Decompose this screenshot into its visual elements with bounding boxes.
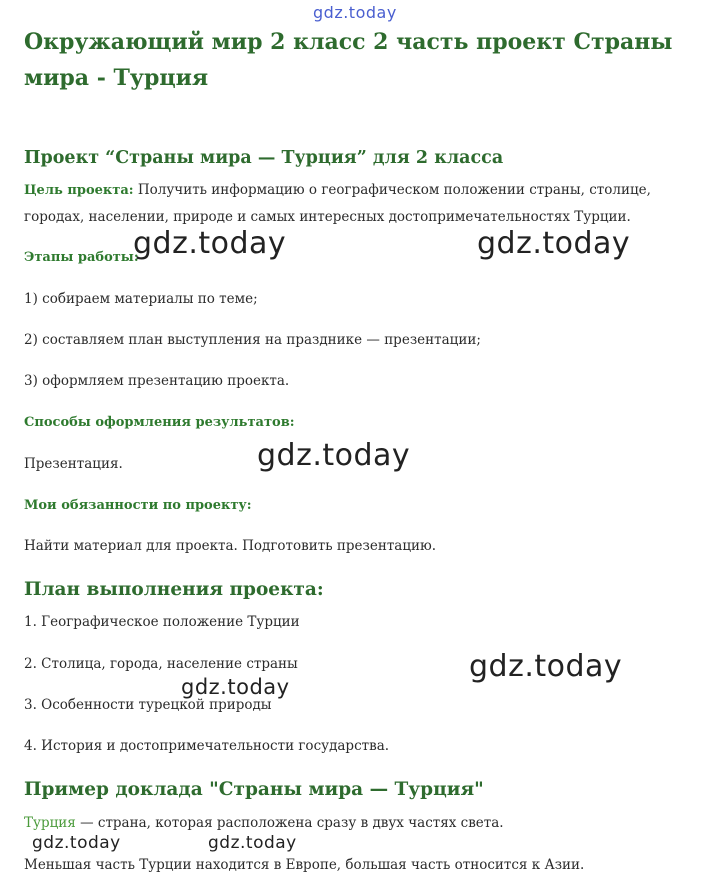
watermark: gdz.today bbox=[208, 833, 297, 853]
watermark: gdz.today bbox=[133, 226, 287, 261]
duties-label bbox=[24, 492, 684, 519]
turkey-link[interactable]: Турция bbox=[24, 815, 76, 831]
methods-label bbox=[24, 409, 684, 436]
report-heading: Пример доклада "Страны мира — Турция" bbox=[24, 779, 484, 800]
plan-item: 4. История и достопримечательности государства. bbox=[24, 738, 390, 754]
watermark: gdz.today bbox=[477, 226, 631, 261]
stage-item: 3) оформляем презентацию проекта. bbox=[24, 373, 290, 389]
duties-text: Найти материал для проекта. Подготовить презентацию. bbox=[24, 538, 437, 554]
project-goal bbox=[24, 177, 684, 230]
watermark: gdz.today bbox=[257, 438, 411, 473]
project-heading: Проект “Страны мира — Турция” для 2 класса bbox=[24, 148, 504, 168]
methods-label-text: Способы оформления результатов: bbox=[24, 415, 295, 430]
report-line-1 bbox=[24, 810, 684, 836]
report-line-1-rest: — страна, которая расположена сразу в двух частях света. bbox=[75, 815, 504, 831]
watermark: gdz.today bbox=[181, 675, 290, 699]
watermark: gdz.today bbox=[32, 833, 121, 853]
plan-item: 1. Географическое положение Турции bbox=[24, 614, 300, 630]
page-title: Окружающий мир 2 класс 2 часть проект Страны мира - Турция bbox=[24, 29, 673, 91]
methods-text: Презентация. bbox=[24, 456, 123, 472]
duties-label-text: Мои обязанности по проекту: bbox=[24, 498, 252, 513]
report-line-2: Меньшая часть Турции находится в Европе, большая часть относится к Азии. bbox=[24, 857, 585, 873]
watermark: gdz.today bbox=[469, 649, 623, 684]
stage-item: 1) собираем материалы по теме; bbox=[24, 291, 258, 307]
goal-label: Цель проекта: bbox=[24, 183, 134, 198]
header-watermark: gdz.today bbox=[313, 3, 397, 22]
plan-heading: План выполнения проекта: bbox=[24, 579, 324, 600]
plan-item: 2. Столица, города, население страны bbox=[24, 656, 298, 672]
stage-item: 2) составляем план выступления на празднике — презентации; bbox=[24, 332, 481, 348]
goal-text: Получить информацию о географическом положении страны, столице, городах, населении, природе и самых интересных достопримечательностях Турции. bbox=[24, 182, 651, 225]
plan-item: 3. Особенности турецкой природы bbox=[24, 697, 272, 713]
stages-label-text: Этапы работы: bbox=[24, 250, 139, 265]
